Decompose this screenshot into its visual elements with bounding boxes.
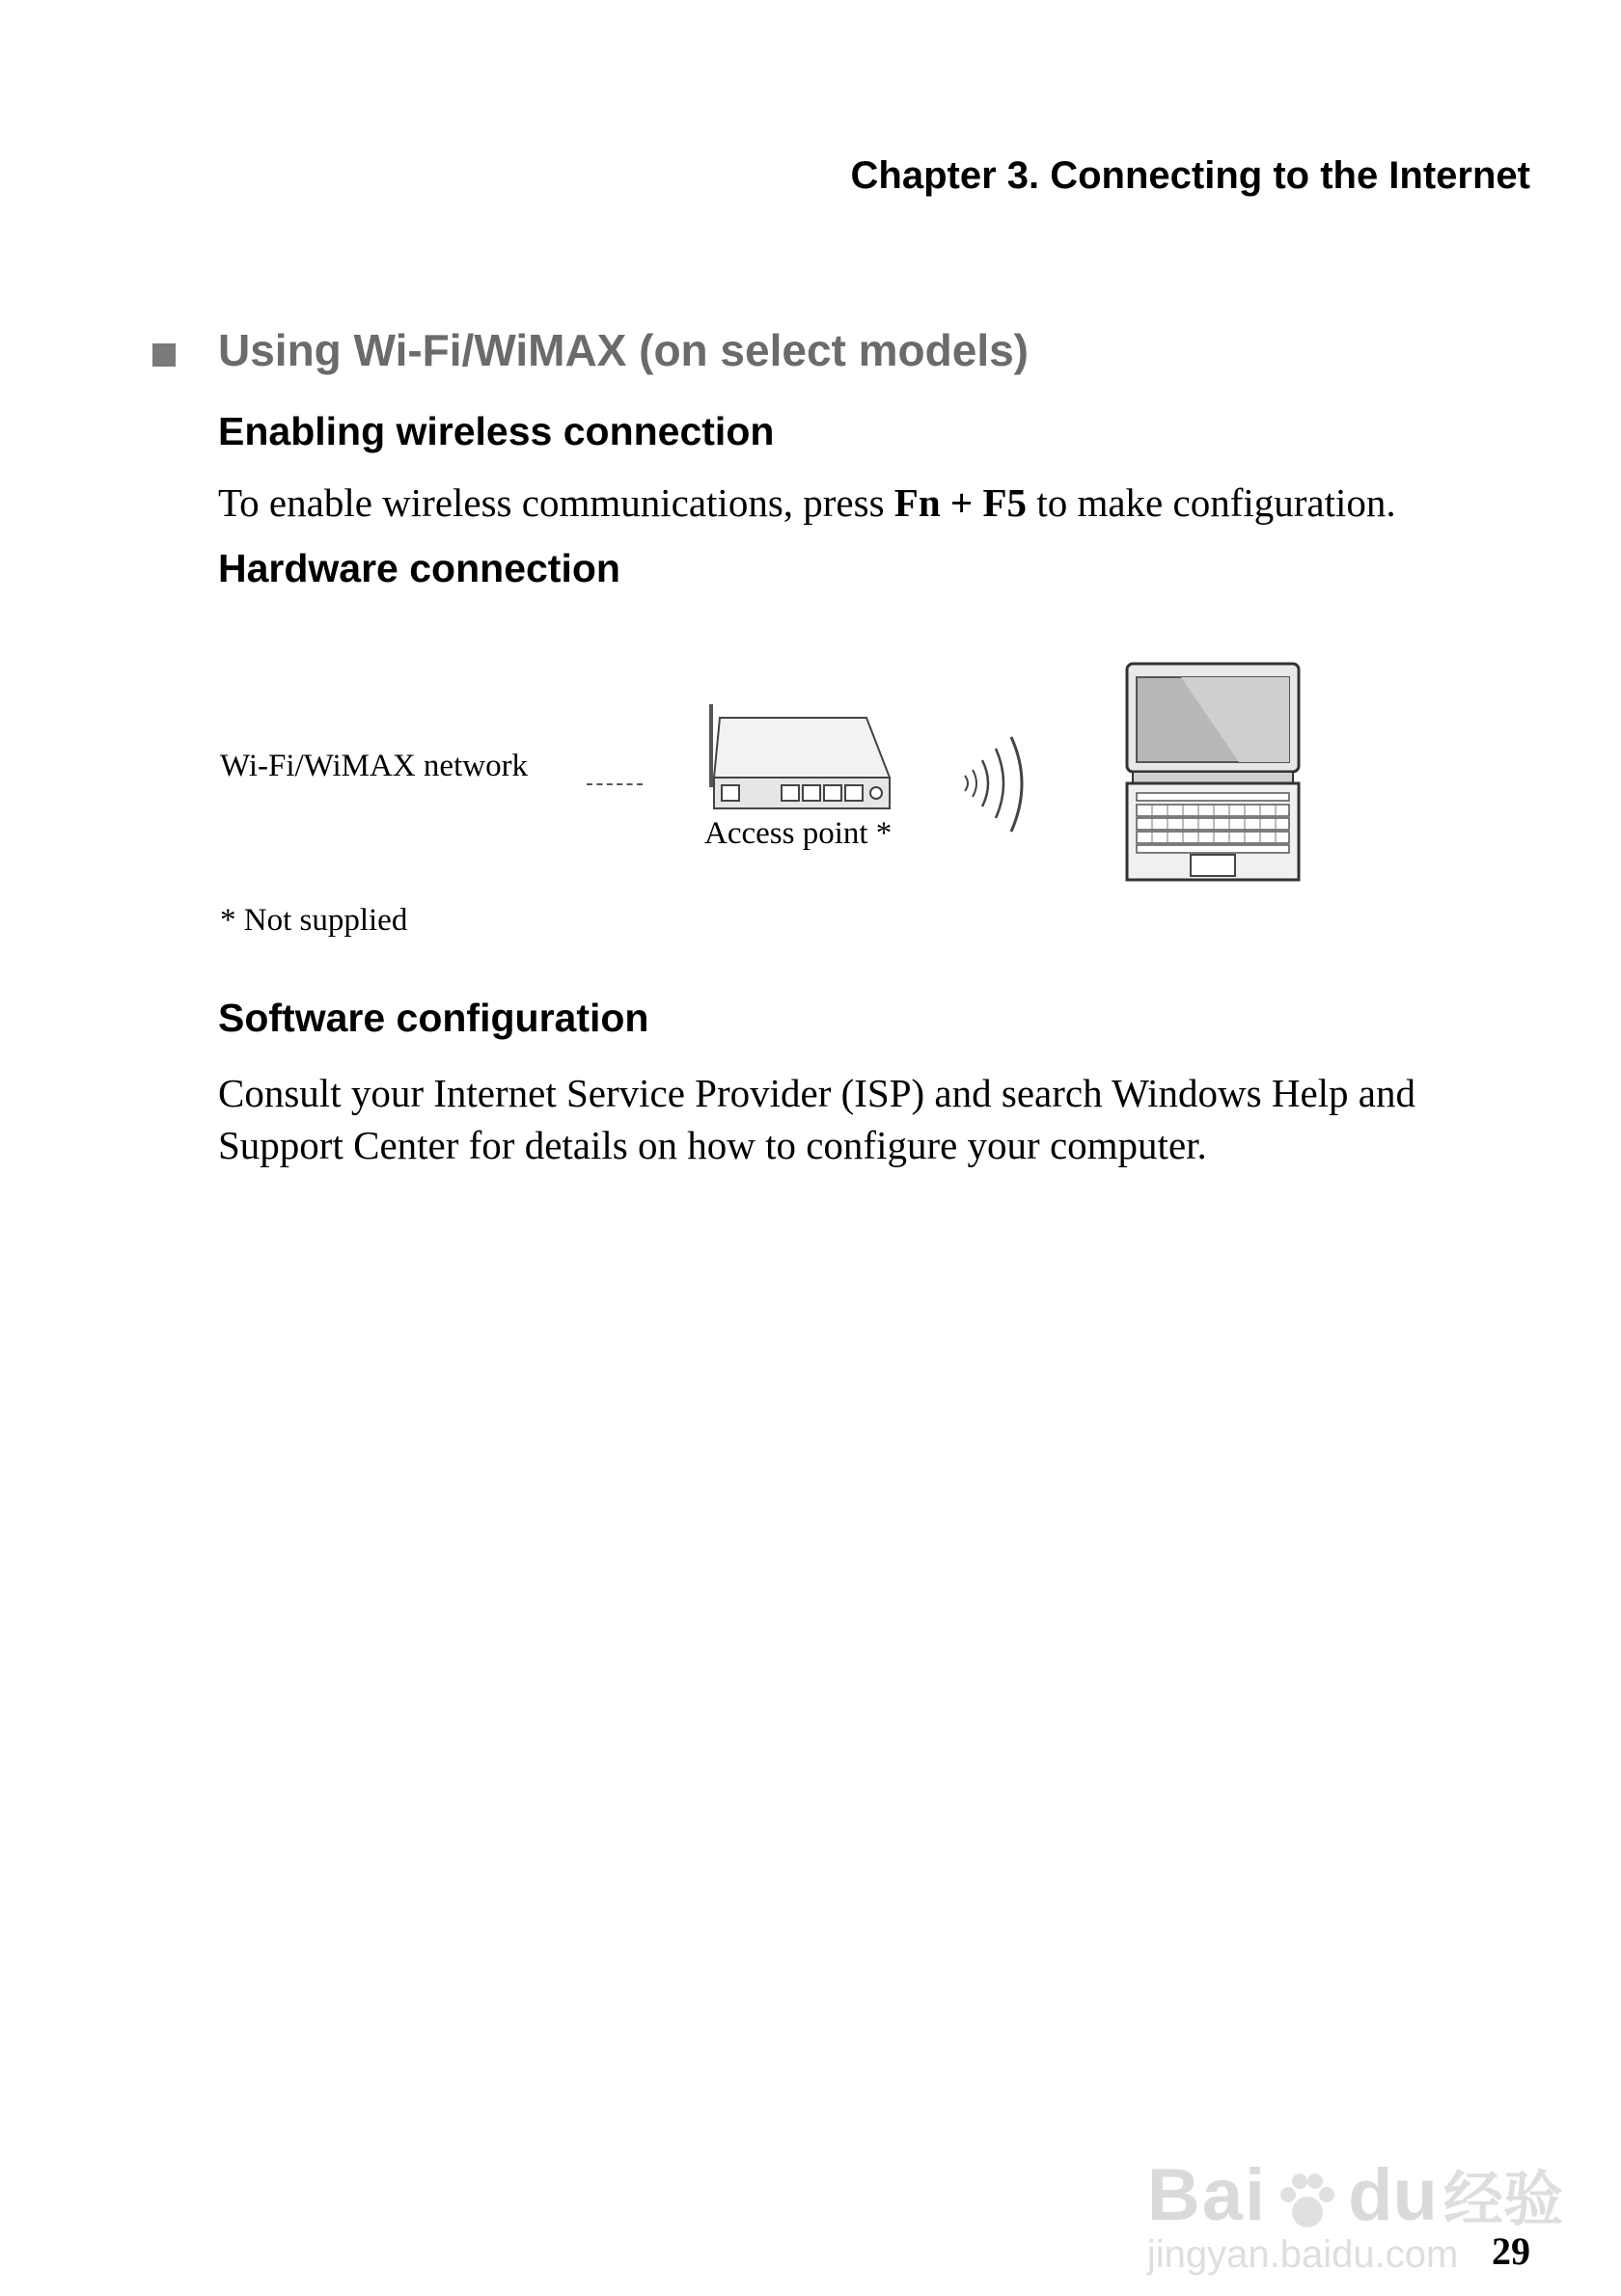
network-label: Wi-Fi/WiMAX network — [220, 749, 529, 783]
software-paragraph: Consult your Internet Service Provider (ISP) and search Windows Help and Support Center for details on how to configure your computer. — [218, 1071, 1415, 1167]
fn-f5-keys: Fn + F5 — [893, 480, 1028, 525]
enabling-paragraph — [218, 477, 1550, 529]
paw-icon — [1273, 2168, 1342, 2237]
wireless-signal-icon — [959, 731, 1032, 837]
enabling-heading: Enabling wireless connection — [218, 409, 775, 453]
section-bullet-icon — [152, 343, 176, 367]
software-heading: Software configuration — [218, 996, 649, 1040]
footnote-not-supplied: * Not supplied — [220, 903, 408, 938]
page-number: 29 — [1492, 2229, 1530, 2273]
watermark-brand: Bai — [1146, 2154, 1268, 2236]
watermark-cn: 经验 — [1442, 2167, 1563, 2233]
access-point-label: Access point * — [704, 816, 893, 851]
enabling-text-after: to make configuration. — [1027, 480, 1396, 525]
access-point-router-icon — [701, 700, 893, 816]
network-dashed-link — [587, 783, 643, 785]
laptop-icon — [1123, 660, 1303, 884]
chapter-header: Chapter 3. Connecting to the Internet — [850, 154, 1530, 197]
hardware-heading: Hardware connection — [218, 546, 620, 590]
watermark-brand-suffix: du — [1348, 2154, 1438, 2236]
section-title: Using Wi-Fi/WiMAX (on select models) — [218, 325, 1029, 375]
watermark-url: jingyan.baidu.com — [1146, 2233, 1459, 2276]
enabling-text-before: To enable wireless communications, press — [218, 480, 894, 525]
